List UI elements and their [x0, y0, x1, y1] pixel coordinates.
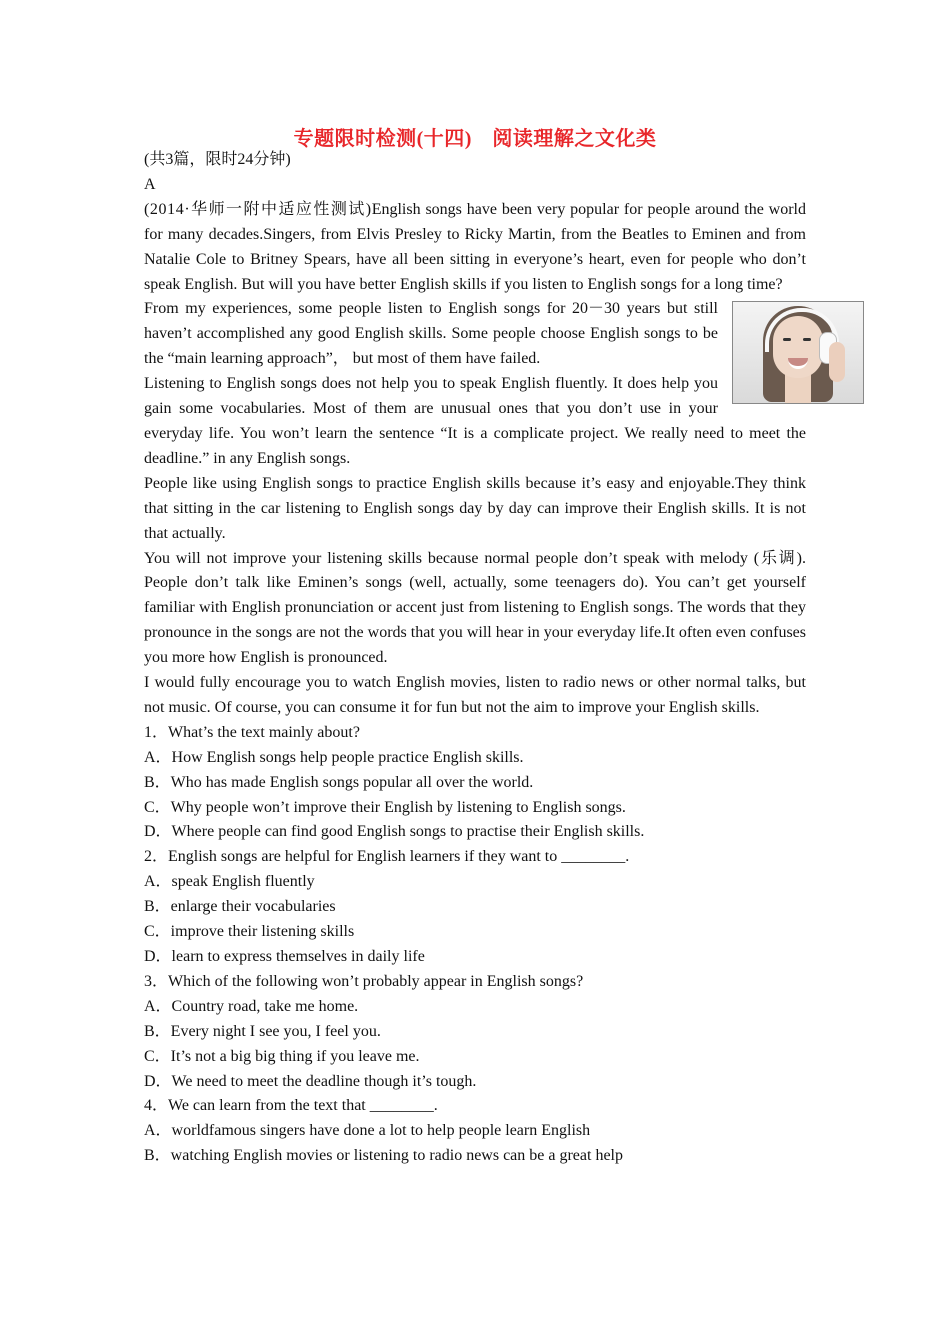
- question-2-option-b: B．enlarge their vocabularies: [144, 898, 336, 916]
- paragraph-1-text: English songs have been very popular for people around the world for many decades.Singers, from Elvis Presley to Ricky Martin, from the Beatles to Eminen and from Natalie Cole to Britney Spears, have all been sitting in everyone’s heart, even for people who don’t speak English. But will you have better English skills if you listen to English songs for a long time?: [144, 200, 806, 293]
- question-2-option-c: C．improve their listening skills: [144, 923, 355, 941]
- question-2-stem: 2．English songs are helpful for English learners if they want to ________.: [144, 848, 630, 866]
- paragraph-6: I would fully encourage you to watch English movies, listen to radio news or other normal talks, but not music. Of course, you can consume it for fun but not the aim to improve your English skills.: [144, 674, 806, 716]
- question-4-option-a: A．worldfamous singers have done a lot to help people learn English: [144, 1122, 591, 1140]
- paragraph-2: From my experiences, some people listen to English songs for 20－30 years but still haven’t accomplished any good English skills. Some people choose English songs to be the “main learning approach”， but most of them have failed.: [144, 300, 718, 368]
- question-1-option-b: B．Who has made English songs popular all over the world.: [144, 773, 534, 791]
- paragraph-3: Listening to English songs does not help you to speak English fluently. It does help you gain some vocabularies. Most of them are unusual ones that you don’t use in your everyday life. You won’t learn the sentence “It is a complicate project. We really need to meet the deadline.” in any English songs.: [144, 375, 806, 467]
- question-3-option-b: B．Every night I see you, I feel you.: [144, 1022, 381, 1040]
- question-1-stem: 1．What’s the text mainly about?: [144, 723, 360, 741]
- source-note: (2014·华师一附中适应性测试): [144, 200, 372, 218]
- paragraph-4: People like using English songs to practice English skills because it’s easy and enjoyable.They think that sitting in the car listening to English songs day by day can improve their English skills. It is not that actually.: [144, 474, 806, 542]
- section-label: A: [144, 175, 156, 193]
- question-1-option-a: A．How English songs help people practice English skills.: [144, 748, 524, 766]
- woman-with-headphones-image: [732, 301, 864, 404]
- question-3-option-a: A．Country road, take me home.: [144, 997, 359, 1015]
- paragraph-1: [144, 198, 806, 298]
- question-1-option-d: D．Where people can find good English songs to practise their English skills.: [144, 823, 645, 841]
- question-3-option-c: C．It’s not a big big thing if you leave me.: [144, 1047, 420, 1065]
- question-4-option-b: B．watching English movies or listening to radio news can be a great help: [144, 1147, 624, 1165]
- question-2-option-d: D．learn to express themselves in daily life: [144, 948, 425, 965]
- paragraph-5: You will not improve your listening skills because normal people don’t speak with melody (乐调). People don’t talk like Eminen’s songs (well, actually, some teenagers do). You can’t get yourself familiar with English pronunciation or accent just from listening to English songs. The words that they pronounce in the songs are not the words that you will hear in your everyday life.It often even confuses you more how English is pronounced.: [144, 549, 806, 667]
- question-1-option-c: C．Why people won’t improve their English by listening to English songs.: [144, 798, 626, 816]
- question-3-option-d: D．We need to meet the deadline though it’s tough.: [144, 1072, 477, 1090]
- article-body: [144, 148, 806, 1169]
- question-2-option-a: A．speak English fluently: [144, 873, 315, 891]
- subtitle: (共3篇，限时24分钟): [144, 151, 291, 168]
- page-title: 专题限时检测(十四) 阅读理解之文化类: [293, 128, 657, 150]
- question-4-stem: 4．We can learn from the text that ________.: [144, 1097, 438, 1115]
- question-3-stem: 3．Which of the following won’t probably appear in English songs?: [144, 972, 584, 990]
